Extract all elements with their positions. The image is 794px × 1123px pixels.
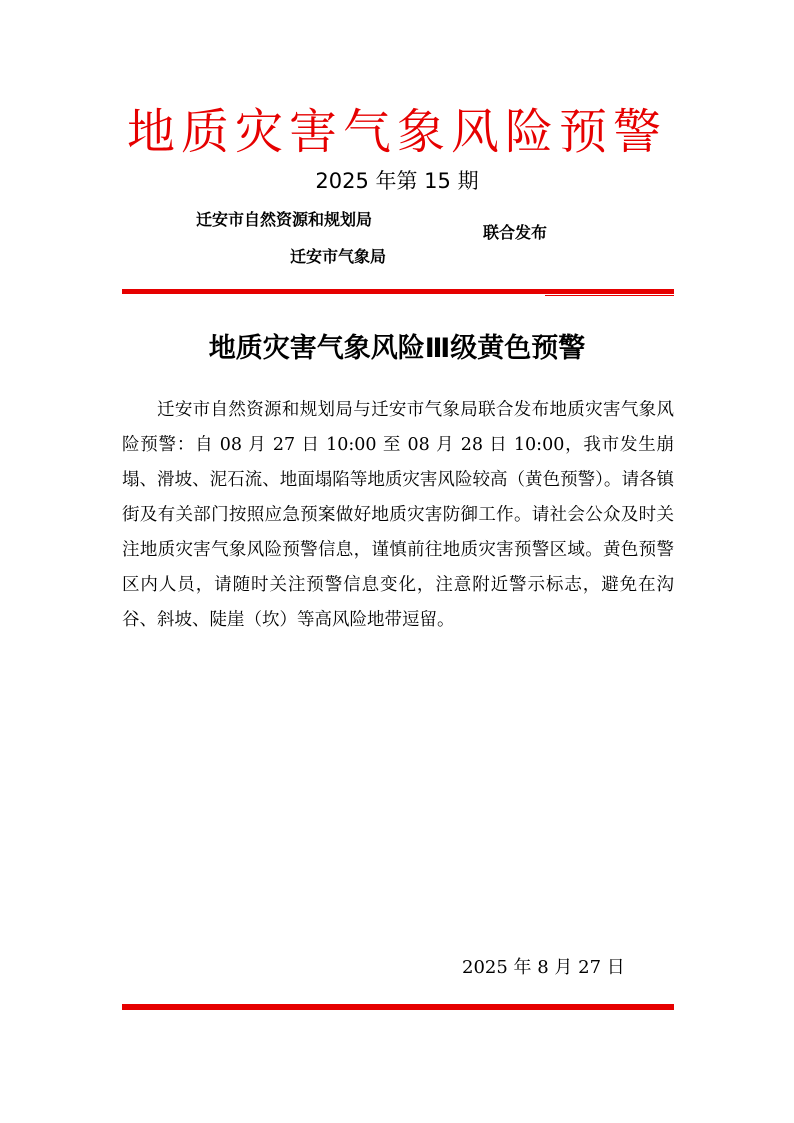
- footer-divider: [122, 1004, 674, 1010]
- issue-date: 2025 年 8 月 27 日: [462, 957, 625, 978]
- issue-number: 2025 年第 15 期: [315, 169, 479, 193]
- alert-title: 地质灾害气象风险Ⅲ级黄色预警: [208, 333, 586, 364]
- header-divider-thick: [122, 289, 674, 294]
- issuer-natural-resources-bureau: 迁安市自然资源和规划局: [196, 210, 373, 229]
- masthead-title: 地质灾害气象风险预警: [126, 104, 667, 160]
- alert-body-paragraph: 迁安市自然资源和规划局与迁安市气象局联合发布地质灾害气象风险预警：自 08 月 27 日 10:00 至 08 月 28 日 10:00，我市发生崩塌、滑坡、泥石流、地面塌陷等地质灾害风险较高（黄色预警）。请各镇街及有关部门按照应急预案做好地质灾害防御工作。请社会公众及时关注地质灾害气象风险预警信息，谨慎前往地质灾害预警区域。黄色预警区内人员，请随时关注预警信息变化，注意附近警示标志，避免在沟谷、斜坡、陡崖（坎）等高风险地带逗留。: [122, 400, 674, 630]
- header-divider-thin: [545, 295, 674, 296]
- joint-release-label: 联合发布: [483, 223, 548, 242]
- issuer-meteorological-bureau: 迁安市气象局: [290, 247, 387, 266]
